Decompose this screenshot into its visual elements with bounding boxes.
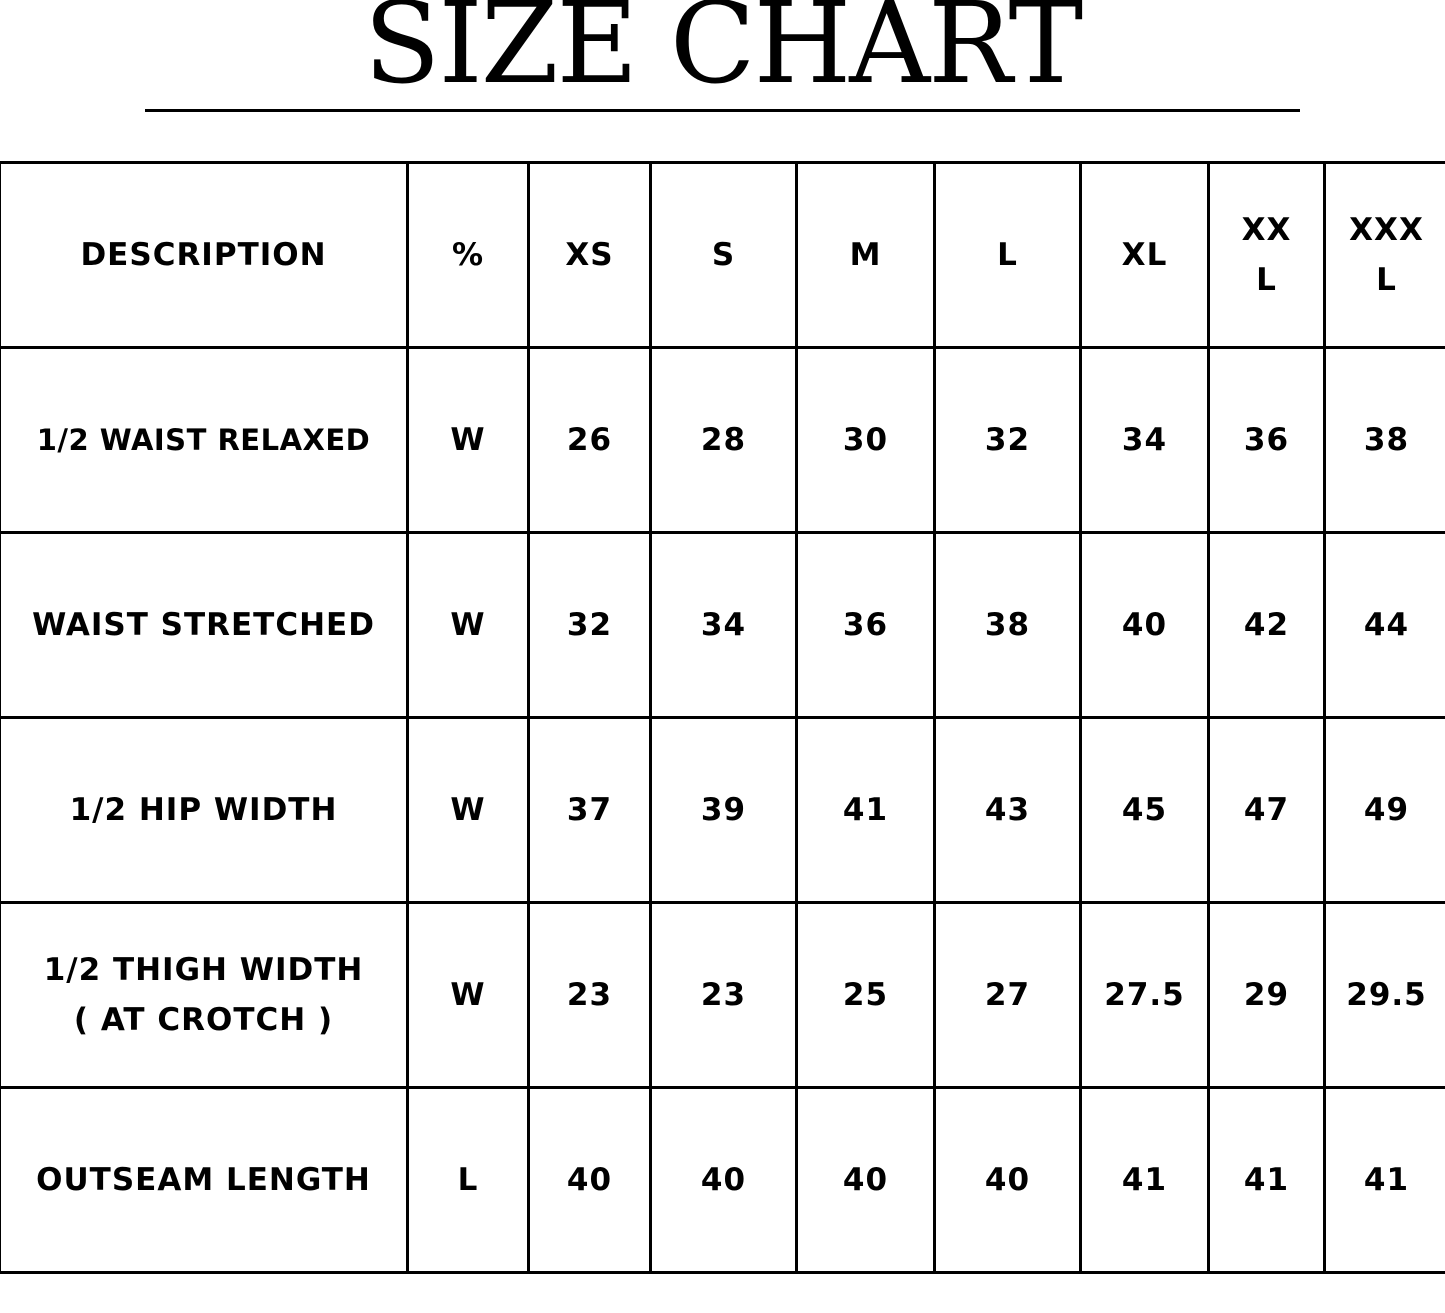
cell-value: 29.5 [1325, 903, 1445, 1088]
header-size-l: L [935, 163, 1081, 348]
cell-value: 40 [797, 1088, 935, 1273]
row-percent: W [408, 903, 529, 1088]
row-percent: L [408, 1088, 529, 1273]
row-percent: W [408, 533, 529, 718]
table-row [0, 903, 1445, 1088]
row-description: WAIST STRETCHED [0, 533, 408, 718]
row-percent: W [408, 718, 529, 903]
title-divider [145, 109, 1300, 112]
cell-value: 30 [797, 348, 935, 533]
cell-value: 42 [1209, 533, 1325, 718]
table-row [0, 718, 1445, 903]
cell-value: 40 [651, 1088, 797, 1273]
cell-value: 36 [1209, 348, 1325, 533]
cell-value: 41 [1209, 1088, 1325, 1273]
cell-value: 26 [529, 348, 651, 533]
cell-value: 47 [1209, 718, 1325, 903]
cell-value: 34 [651, 533, 797, 718]
cell-value: 37 [529, 718, 651, 903]
row-description: OUTSEAM LENGTH [0, 1088, 408, 1273]
cell-value: 28 [651, 348, 797, 533]
row-description: 1/2 HIP WIDTH [0, 718, 408, 903]
table-row [0, 533, 1445, 718]
cell-value: 27 [935, 903, 1081, 1088]
cell-value: 41 [1325, 1088, 1445, 1273]
cell-value: 49 [1325, 718, 1445, 903]
cell-value: 25 [797, 903, 935, 1088]
cell-value: 32 [529, 533, 651, 718]
table-header-row [0, 163, 1445, 348]
cell-value: 32 [935, 348, 1081, 533]
header-size-xxl: XX L [1209, 163, 1325, 348]
table-row [0, 348, 1445, 533]
table-row [0, 1088, 1445, 1273]
cell-value: 45 [1081, 718, 1209, 903]
cell-value: 41 [1081, 1088, 1209, 1273]
cell-value: 40 [1081, 533, 1209, 718]
cell-value: 23 [529, 903, 651, 1088]
cell-value: 29 [1209, 903, 1325, 1088]
cell-value: 40 [529, 1088, 651, 1273]
cell-value: 38 [1325, 348, 1445, 533]
row-description: 1/2 THIGH WIDTH ( AT CROTCH ) [0, 903, 408, 1088]
header-size-s: S [651, 163, 797, 348]
cell-value: 39 [651, 718, 797, 903]
header-percent: % [408, 163, 529, 348]
size-chart-table [0, 161, 1445, 1274]
header-description: DESCRIPTION [0, 163, 408, 348]
cell-value: 41 [797, 718, 935, 903]
page-title: SIZE CHART [363, 0, 1082, 109]
cell-value: 40 [935, 1088, 1081, 1273]
row-description: 1/2 WAIST RELAXED [0, 348, 408, 533]
cell-value: 27.5 [1081, 903, 1209, 1088]
row-percent: W [408, 348, 529, 533]
header-size-xs: XS [529, 163, 651, 348]
header-size-xl: XL [1081, 163, 1209, 348]
header-size-xxxl: XXX L [1325, 163, 1445, 348]
cell-value: 44 [1325, 533, 1445, 718]
cell-value: 34 [1081, 348, 1209, 533]
cell-value: 38 [935, 533, 1081, 718]
cell-value: 36 [797, 533, 935, 718]
header-size-m: M [797, 163, 935, 348]
cell-value: 23 [651, 903, 797, 1088]
cell-value: 43 [935, 718, 1081, 903]
